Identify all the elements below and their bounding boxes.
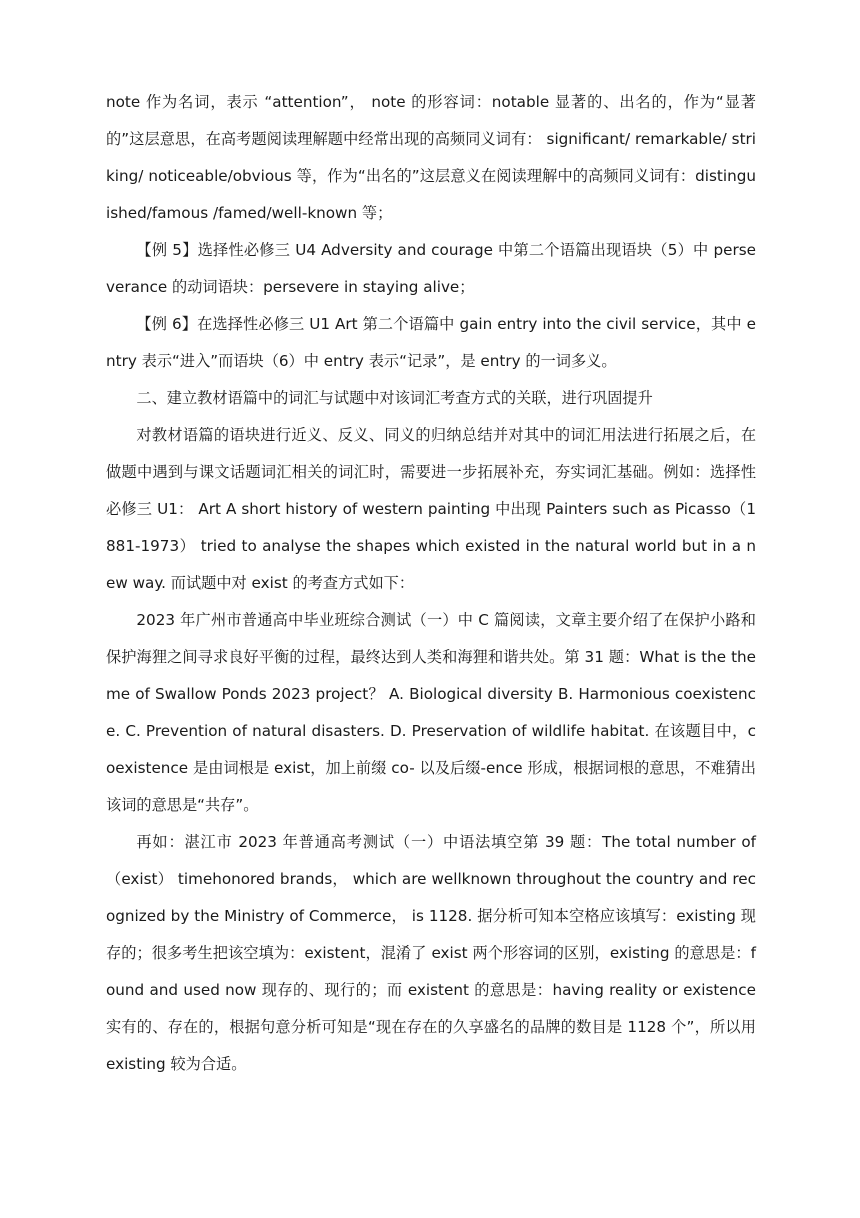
paragraph-textbook-chunks: 对教材语篇的语块进行近义、反义、同义的归纳总结并对其中的词汇用法进行拓展之后，在做题中遇到与课文话题词汇相关的词汇时，需要进一步拓展补充，夯实词汇基础。例如：选择性必修三 U1： Art A short history of western painting 中出现 Painters such as Picasso（1881-1973） tried to analyse the shapes which existed in the natural world but in a new way. 而试题中对 exist 的考查方式如下： xyxy=(106,426,756,592)
paragraph-example-6: 【例 6】在选择性必修三 U1 Art 第二个语篇中 gain entry into the civil service，其中 entry 表示“进入”而语块（6）中 entry 表示“记录”，是 entry 的一词多义。 xyxy=(106,315,756,370)
paragraph-note-synonyms: note 作为名词，表示 “attention”， note 的形容词：notable 显著的、出名的，作为“显著的”这层意思，在高考题阅读理解题中经常出现的高频同义词有： significant/ remarkable/ striking/ noticeable/obvious 等，作为“出名的”这层意义在阅读理解中的高频同义词有：distinguished/famous /famed/well-known 等； xyxy=(106,93,756,222)
document-body xyxy=(106,84,756,1083)
paragraph-guangzhou-test: 2023 年广州市普通高中毕业班综合测试（一）中 C 篇阅读，文章主要介绍了在保护小路和保护海狸之间寻求良好平衡的过程，最终达到人类和海狸和谐共处。第 31 题：What is the theme of Swallow Ponds 2023 project？ A. Biological diversity B. Harmonious coexistence. C. Prevention of natural disasters. D. Preservation of wildlife habitat. 在该题目中，coexistence 是由词根是 exist，加上前缀 co- 以及后缀-ence 形成，根据词根的意思，不难猜出该词的意思是“共存”。 xyxy=(106,611,756,814)
paragraph-zhanjiang-test: 再如：湛江市 2023 年普通高考测试（一）中语法填空第 39 题：The total number of （exist） timehonored brands， which are wellknown throughout the country and recognized by the Ministry of Commerce， is 1128. 据分析可知本空格应该填写：existing 现存的；很多考生把该空填为：existent，混淆了 exist 两个形容词的区别，existing 的意思是：found and used now 现存的、现行的；而 existent 的意思是：having reality or existence 实有的、存在的，根据句意分析可知是“现在存在的久享盛名的品牌的数目是 1128 个”，所以用 existing 较为合适。 xyxy=(106,833,756,1073)
paragraph-example-5: 【例 5】选择性必修三 U4 Adversity and courage 中第二个语篇出现语块（5）中 perseverance 的动词语块：persevere in staying alive； xyxy=(106,241,756,296)
section-heading-2: 二、建立教材语篇中的词汇与试题中对该词汇考查方式的关联，进行巩固提升 xyxy=(136,389,653,407)
